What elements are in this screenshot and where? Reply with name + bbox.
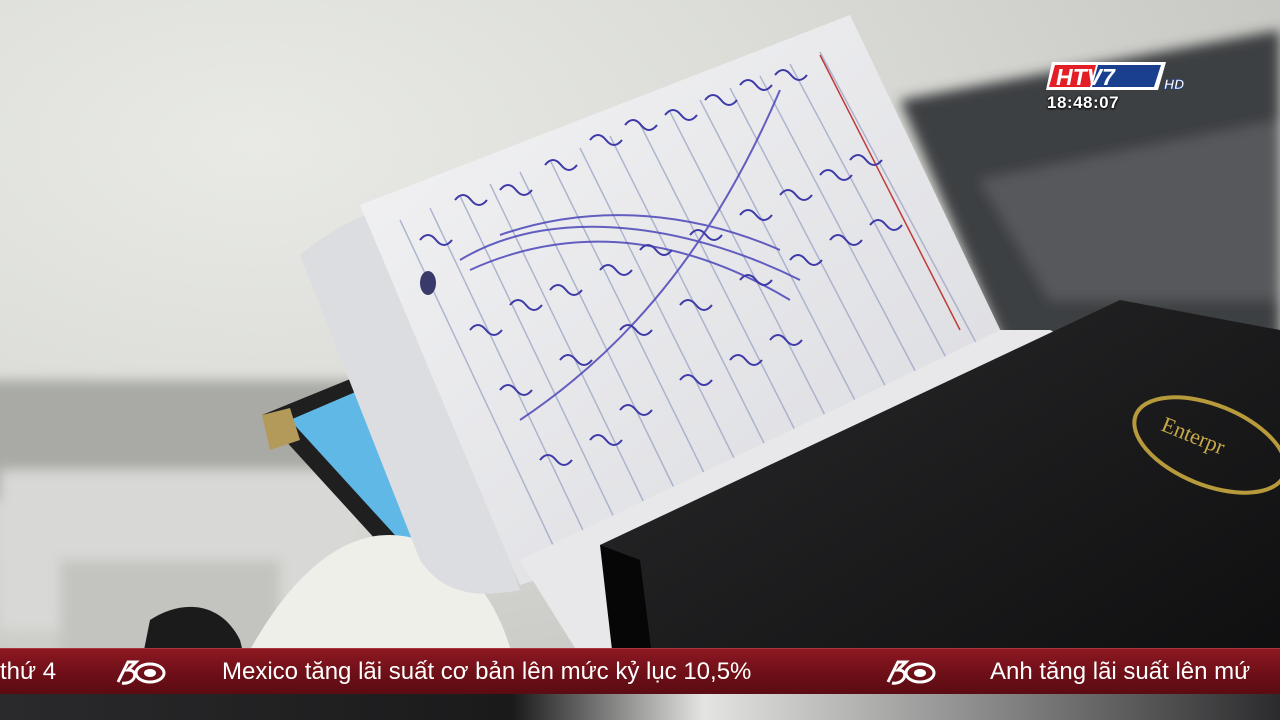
channel-logo	[1046, 60, 1196, 94]
ticker-item: Anh tăng lãi suất lên mứ	[990, 658, 1251, 685]
60s-logo-icon	[114, 658, 170, 686]
60s-logo-icon	[884, 658, 940, 686]
hd-badge: HD	[1164, 76, 1185, 92]
ticker-item: Mexico tăng lãi suất cơ bản lên mức kỷ lục 10,5%	[222, 658, 752, 685]
logo-text: HTV7	[1056, 64, 1115, 90]
ticker-item: thứ 4	[0, 658, 57, 685]
diary-brand-text: Enterpr	[1158, 411, 1229, 460]
bottom-strip	[0, 694, 1280, 720]
broadcast-clock: 18:48:07	[1047, 93, 1120, 112]
news-ticker	[0, 648, 1280, 696]
